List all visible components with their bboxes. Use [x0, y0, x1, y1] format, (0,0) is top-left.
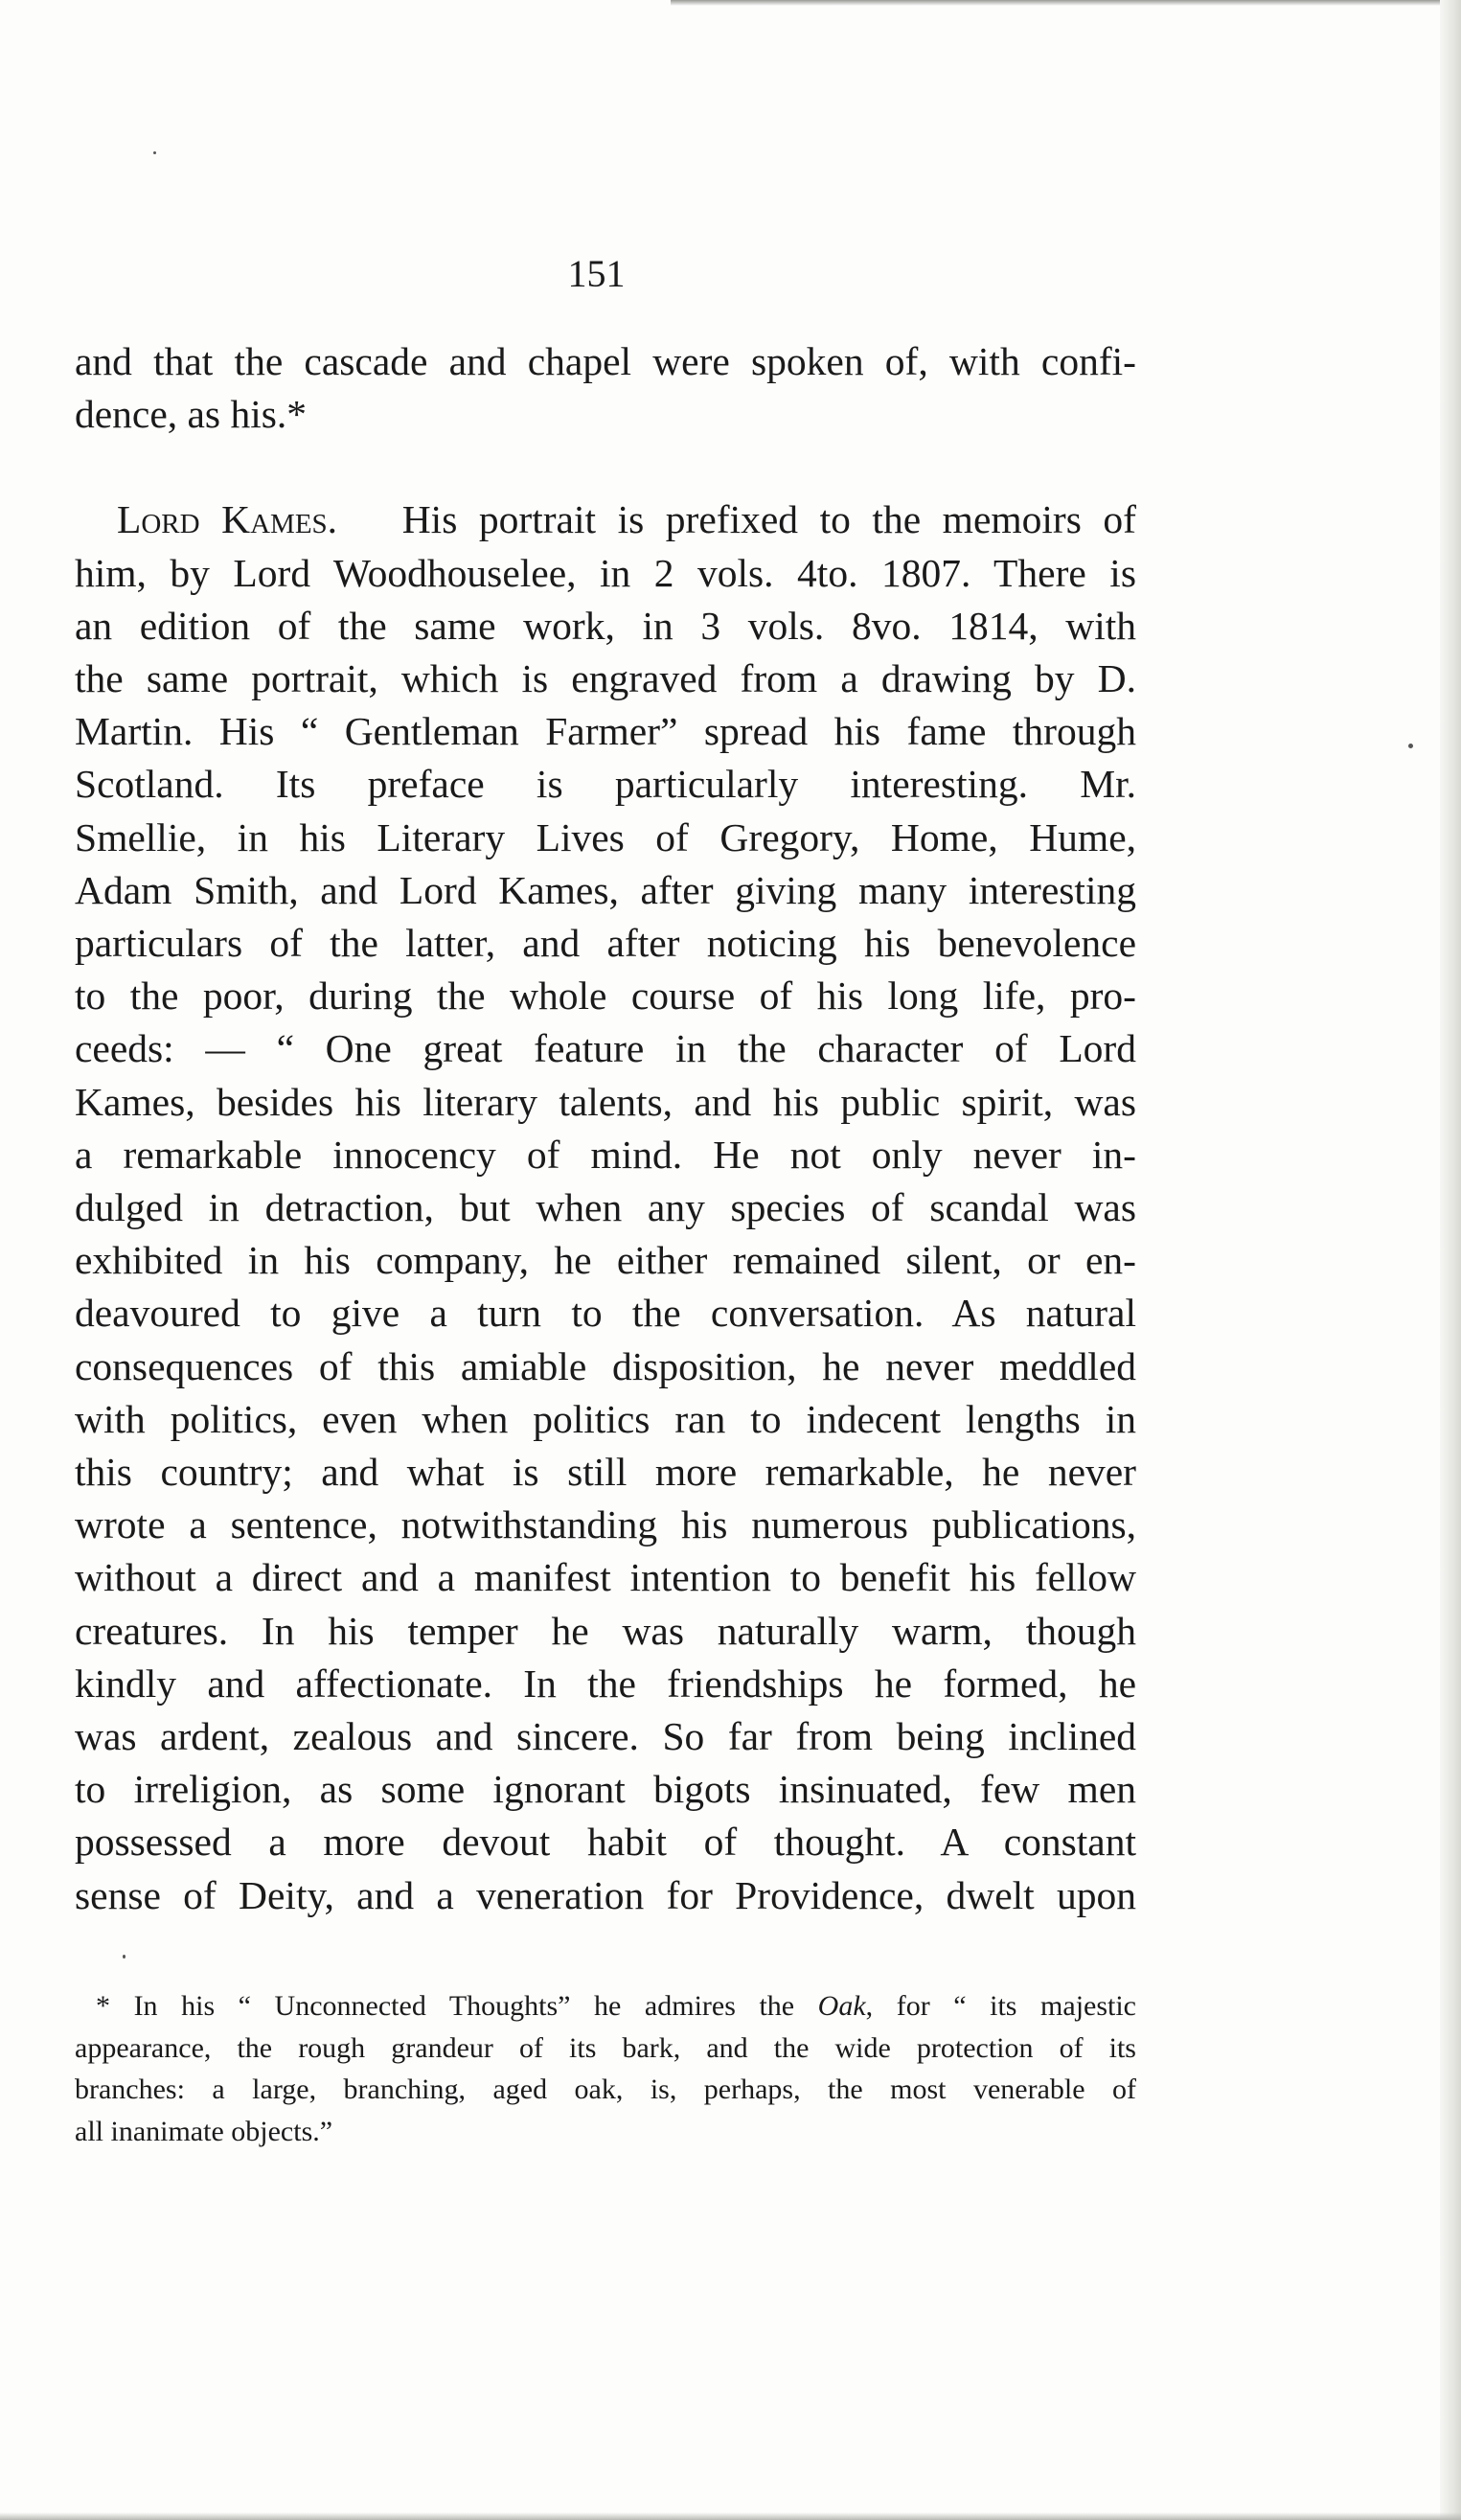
text-line: sense of Deity, and a veneration for Providence, dwelt upon — [75, 1872, 1136, 1917]
text-line: Kames, besides his literary talents, and his public spirit, was — [75, 1079, 1136, 1124]
text-line: creatures. In his temper he was naturally warm, though — [75, 1608, 1136, 1653]
ink-speck — [1408, 744, 1413, 748]
text-line: was ardent, zealous and sincere. So far from being inclined — [75, 1714, 1136, 1759]
ink-speck — [153, 151, 156, 154]
text-line: dulged in detraction, but when any species of scandal was — [75, 1185, 1136, 1230]
ink-speck — [123, 1955, 126, 1959]
text-line: Smellie, in his Literary Lives of Gregory, Home, Hume, — [75, 814, 1136, 859]
footnote-line: branches: a large, branching, aged oak, is, perhaps, the most venerable of — [75, 2073, 1136, 2105]
text-line: a remarkable innocency of mind. He not only never in- — [75, 1132, 1136, 1177]
text-line: wrote a sentence, notwithstanding his numerous publications, — [75, 1502, 1136, 1547]
text-line: deavoured to give a turn to the conversation. As natural — [75, 1291, 1136, 1336]
page-number: 151 — [567, 252, 626, 295]
text-line: particulars of the latter, and after noticing his benevolence — [75, 921, 1136, 966]
text-line: and that the cascade and chapel were spoken of, with confi- — [75, 339, 1136, 383]
footnote-text: , for “ its majestic — [865, 1990, 1136, 2022]
text-line: him, by Lord Woodhouselee, in 2 vols. 4to. 1807. There is — [75, 550, 1136, 595]
footnote-line — [75, 1985, 1136, 2027]
text-line: consequences of this amiable disposition, he never meddled — [75, 1343, 1136, 1388]
text-line: dence, as his.* — [75, 392, 308, 437]
text-line: the same portrait, which is engraved from a drawing by D. — [75, 656, 1136, 701]
text-line: exhibited in his company, he either remained silent, or en- — [75, 1238, 1136, 1283]
text-line: ceeds: — “ One great feature in the character of Lord — [75, 1026, 1136, 1071]
footnote-text: In his “ Unconnected Thoughts” he admires the — [133, 1990, 818, 2022]
text-line: to irreligion, as some ignorant bigots insinuated, few men — [75, 1767, 1136, 1812]
footnote-line: appearance, the rough grandeur of its bark, and the wide protection of its — [75, 2031, 1136, 2064]
page-top-edge-shadow — [671, 0, 1461, 6]
text-line: to the poor, during the whole course of his long life, pro- — [75, 974, 1136, 1019]
paragraph-gap — [75, 441, 1136, 493]
text-line: an edition of the same work, in 3 vols. 8vo. 1814, with — [75, 603, 1136, 648]
text-line: without a direct and a manifest intention to benefit his fellow — [75, 1555, 1136, 1600]
main-text — [75, 335, 1136, 1922]
text-line: kindly and affectionate. In the friendships he formed, he — [75, 1661, 1136, 1706]
text-line: with politics, even when politics ran to indecent lengths in — [75, 1396, 1136, 1441]
text-line: this country; and what is still more remarkable, he never — [75, 1450, 1136, 1495]
text-line — [75, 493, 1136, 546]
footnote-line: all inanimate objects.” — [75, 2115, 333, 2147]
footnote — [75, 1985, 1136, 2152]
footnote-italic-term: Oak — [817, 1990, 866, 2022]
text-line: Martin. His “ Gentleman Farmer” spread his fame through — [75, 709, 1136, 754]
text-line: Adam Smith, and Lord Kames, after giving many interesting — [75, 867, 1136, 912]
page-bottom-edge-shadow — [0, 2512, 1461, 2520]
page-right-edge-shadow — [1440, 0, 1461, 2520]
text-line: Scotland. Its preface is particularly interesting. Mr. — [75, 762, 1136, 807]
entry-heading: Lord Kames. — [117, 497, 338, 542]
footnote-marker: * — [96, 1990, 110, 2022]
text-line: possessed a more devout habit of thought. A constant — [75, 1820, 1136, 1865]
text-line-content: His portrait is prefixed to the memoirs of — [401, 497, 1137, 542]
